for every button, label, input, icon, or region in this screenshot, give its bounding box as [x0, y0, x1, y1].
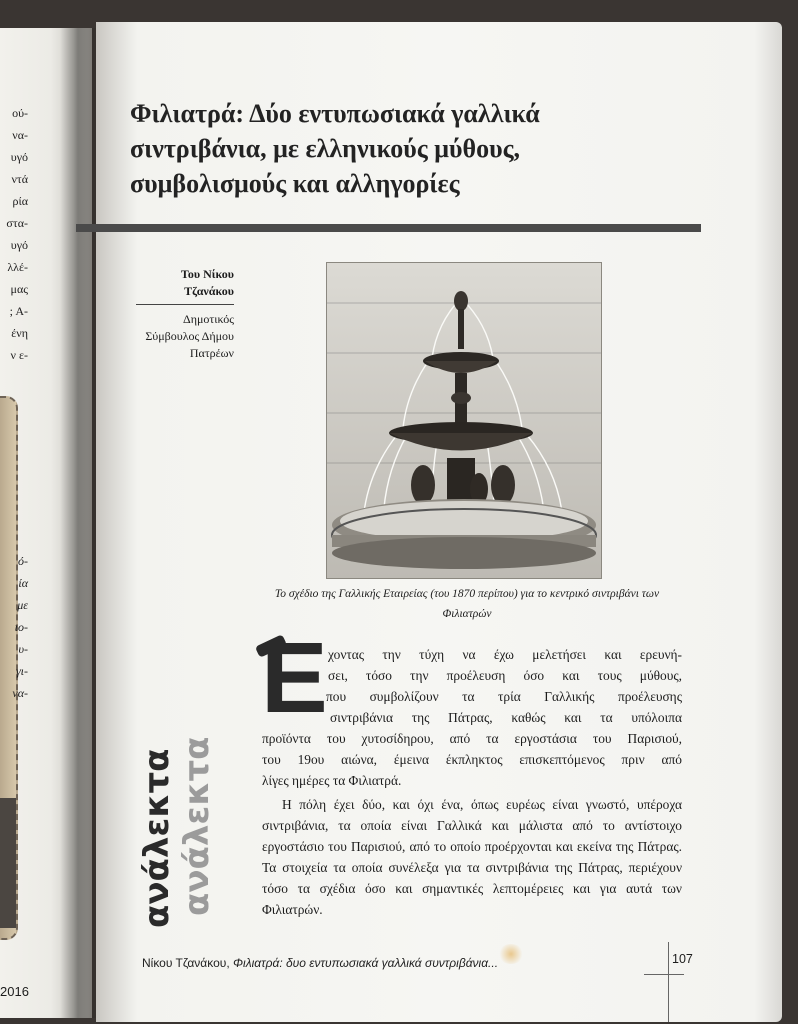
- text-line: ιο-: [14, 620, 28, 634]
- text-line: ένη: [11, 326, 28, 340]
- analekta-stamp: [136, 702, 216, 932]
- text-line: ντά: [11, 172, 28, 186]
- previous-page-year: 2016: [0, 984, 29, 999]
- text-line: ν ε-: [10, 348, 28, 362]
- author-separator: [136, 304, 234, 305]
- title-line: συμβολισμούς και αλληγορίες: [130, 169, 460, 198]
- title-line: σιντριβάνια, με ελληνικούς μύθους,: [130, 134, 521, 163]
- text-line: στα-: [6, 216, 28, 230]
- book-gutter: [60, 28, 100, 1018]
- author-name: Του Νίκου: [180, 267, 234, 281]
- title-line: Φιλιατρά: Δύο εντυπωσιακά γαλλικά: [130, 99, 540, 128]
- footer-title: Φιλιατρά: δυο εντυπωσιακά γαλλικά συντριβάνια...: [233, 956, 499, 970]
- text-line: υγό: [10, 150, 28, 164]
- text-line: υγό: [10, 238, 28, 252]
- crop-mark: [668, 942, 669, 1022]
- paragraph-line: λίγες ημέρες τα Φιλιατρά.: [262, 773, 402, 788]
- paragraph-line: προϊόντα του χυτοσίδηρου, από τα εργοστάσια του Παρισιού,: [262, 731, 682, 746]
- fountain-illustration: [326, 262, 602, 579]
- previous-page-photo: [0, 798, 16, 928]
- author-surname: Τζανάκου: [184, 284, 234, 298]
- author-role: Σύμβουλος Δήμου: [145, 329, 234, 343]
- paragraph-line: του 19ου αιώνα, έμεινα έκπληκτος επισκεπτόμενος πριν από: [262, 752, 682, 767]
- author-role: Δημοτικός: [182, 312, 234, 326]
- text-line: με: [17, 598, 28, 612]
- running-footer: [142, 956, 498, 970]
- paragraph-line: που συμβολίζουν τα τρία Γαλλικής προέλευσης: [326, 689, 682, 704]
- footer-author: Νίκου Τζανάκου,: [142, 956, 230, 970]
- title-rule: [76, 224, 701, 232]
- text-line: ία: [18, 576, 28, 590]
- text-line: γι-: [15, 664, 28, 678]
- stamp-text-dark: ανάλεκτα: [137, 748, 177, 928]
- paragraph-line: σιντριβάνια της Πάτρας, καθώς και τα υπόλοιπα: [330, 710, 682, 725]
- figure-caption: Το σχέδιο της Γαλλικής Εταιρείας (του 1870 περίπου) για το κεντρικό σιντριβάνι των Φιλιατρών: [274, 588, 660, 620]
- text-line: ό-: [18, 554, 28, 568]
- text-line: μας: [10, 282, 28, 296]
- text-line: ρία: [12, 194, 28, 208]
- article-title: [130, 96, 730, 201]
- paragraph-1: [262, 644, 682, 791]
- previous-page-text-bottom: [2, 550, 28, 704]
- paper-stain: [498, 944, 524, 964]
- stamp-text-light: ανάλεκτα: [177, 736, 216, 916]
- crop-mark: [644, 974, 684, 975]
- page-number: 107: [672, 952, 693, 966]
- text-line: υ-: [18, 642, 28, 656]
- text-line: λλέ-: [7, 260, 28, 274]
- paragraph-line: σει, τόσο την προέλευση όσο και τους μύθους,: [328, 668, 682, 683]
- drop-cap: Ε: [261, 622, 328, 734]
- paragraph-2: Η πόλη έχει δύο, και όχι ένα, όπως ευρέως είναι γνωστό, υπέροχα σιντριβάνια, τα οποία είναι Γαλλικά και μάλιστα από το αντίστοιχο εργοστάσιο του Παρισιού, από το οποίο προέρχονται και εκείνα της Πάτρας. Τα στοιχεία τα οποία συνέλεξα για τα σιντριβάνια της Πάτρας, περιέχουν τόσο τα σχέδια όσο και σημαντικές λεπτομέρειες και για αυτά των Φιλιατρών.: [262, 797, 682, 917]
- article-page: [96, 22, 782, 1022]
- text-line: να-: [12, 686, 28, 700]
- text-line: ού-: [12, 106, 28, 120]
- previous-page-text-top: [2, 102, 28, 366]
- author-role: Πατρέων: [189, 346, 234, 360]
- paragraph-line: χοντας την τύχη να έχω μελετήσει και ερευνή-: [328, 647, 682, 662]
- text-line: να-: [12, 128, 28, 142]
- text-line: ; Α-: [9, 304, 28, 318]
- author-block: [130, 266, 234, 362]
